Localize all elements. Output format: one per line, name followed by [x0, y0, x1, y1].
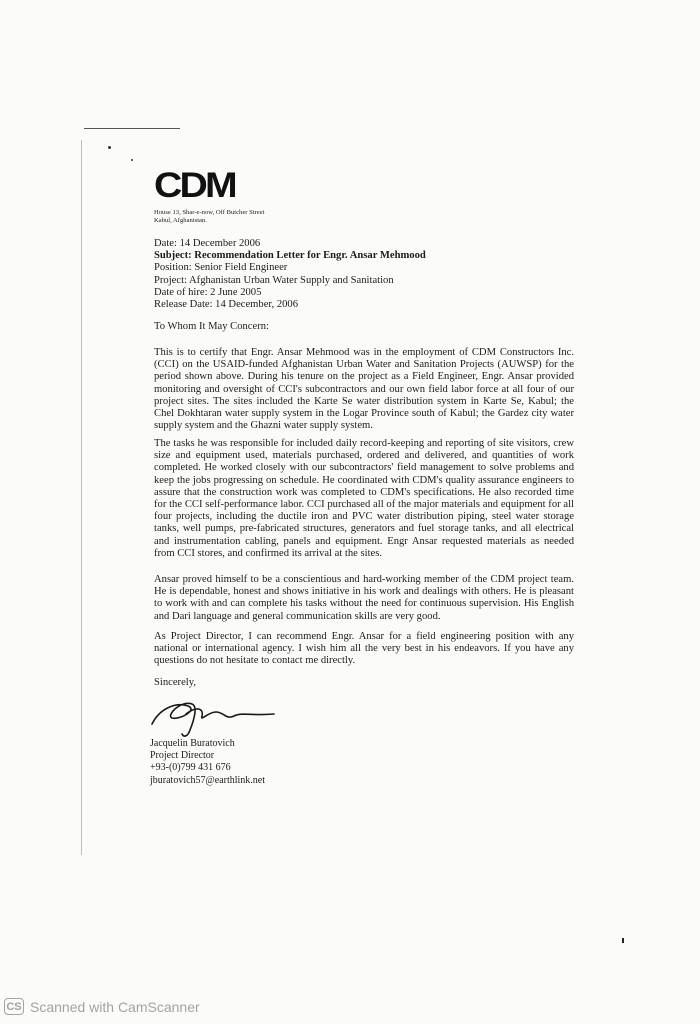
scan-mark	[622, 938, 624, 943]
scanner-watermark	[4, 998, 200, 1015]
body-paragraph: As Project Director, I can recommend Engr. Ansar for a field engineering position with any national or international agency. I wish him all the very best in his endeavors. If you have any questions do not hesitate to contact me directly.	[154, 631, 574, 667]
camscanner-icon: CS	[4, 998, 24, 1015]
page-edge-shadow	[81, 140, 82, 855]
watermark-text: Scanned with CamScanner	[30, 998, 200, 1015]
letter-header	[154, 238, 574, 311]
letterhead-address	[154, 209, 264, 225]
address-line: Kabul, Afghanistan.	[154, 217, 207, 224]
release-date: Release Date: 14 December, 2006	[154, 299, 299, 311]
signer-name: Jacquelin Buratovich	[150, 738, 235, 749]
scan-speck	[131, 159, 133, 161]
date-of-hire: Date of hire: 2 June 2005	[154, 286, 262, 298]
page-edge-mark	[84, 128, 180, 129]
salutation: To Whom It May Concern:	[154, 321, 269, 332]
company-logo: CDM	[154, 166, 235, 205]
signer-email: jburatovich57@earthlink.net	[150, 774, 266, 786]
letter-position: Position: Senior Field Engineer	[154, 262, 288, 274]
letter-date: Date: 14 December 2006	[154, 238, 261, 249]
body-paragraph: This is to certify that Engr. Ansar Mehmood was in the employment of CDM Constructors Inc. (CCI) on the USAID-funded Afghanistan Urban Water and Sanitation Projects (AUWSP) for the period shown above. During his tenure on the project as a Field Engineer, Engr. Ansar provided monitoring and oversight of CCI's subcontractors and our own field labor force at all four of our project sites. The sites included the Karte Se water distribution system in Karte Se, Kabul; the Chel Dokhtaran water supply system in the Logar Province south of Kabul; the Gardez city water supply system and the Ghazni water supply system.	[154, 347, 574, 432]
handwritten-signature	[146, 690, 281, 740]
body-paragraph: The tasks he was responsible for included daily record-keeping and reporting of site visitors, crew size and equipment used, materials purchased, ordered and delivered, and quantities of work completed. He worked closely with our subcontractors' field management to solve problems and keep the jobs progressing on schedule. He coordinated with CDM's quality assurance engineers to assure that the construction work was completed to CDM's specifications. He also recorded time for the CCI self-performance labor. CCI purchased all of the major materials and equipment for all four projects, including the ductile iron and PVC water distribution piping, steel water storage tanks, well pumps, pre-fabricated structures, generators and fuel storage tanks, and all electrical and instrumentation cabling, panels and equipment. Engr Ansar requested materials as needed from CCI stores, and confirmed its arrival at the sites.	[154, 438, 574, 559]
scan-speck	[108, 146, 111, 149]
signer-phone: +93-(0)799 431 676	[150, 762, 231, 774]
address-line: House 13, Shar-e-now, Off Butcher Street	[154, 209, 265, 216]
closing: Sincerely,	[154, 677, 196, 688]
signer-block	[150, 738, 265, 787]
letter-subject: Subject: Recommendation Letter for Engr. Ansar Mehmood	[154, 250, 426, 262]
signer-title: Project Director	[150, 750, 215, 762]
letter-project: Project: Afghanistan Urban Water Supply and Sanitation	[154, 274, 394, 286]
body-paragraph: Ansar proved himself to be a conscientious and hard-working member of the CDM project team. He is dependable, honest and shows initiative in his work and dealings with others. He is pleasant to work with and can complete his tasks without the need for continuous supervision. His English and Dari language and general communication skills are very good.	[154, 574, 574, 622]
